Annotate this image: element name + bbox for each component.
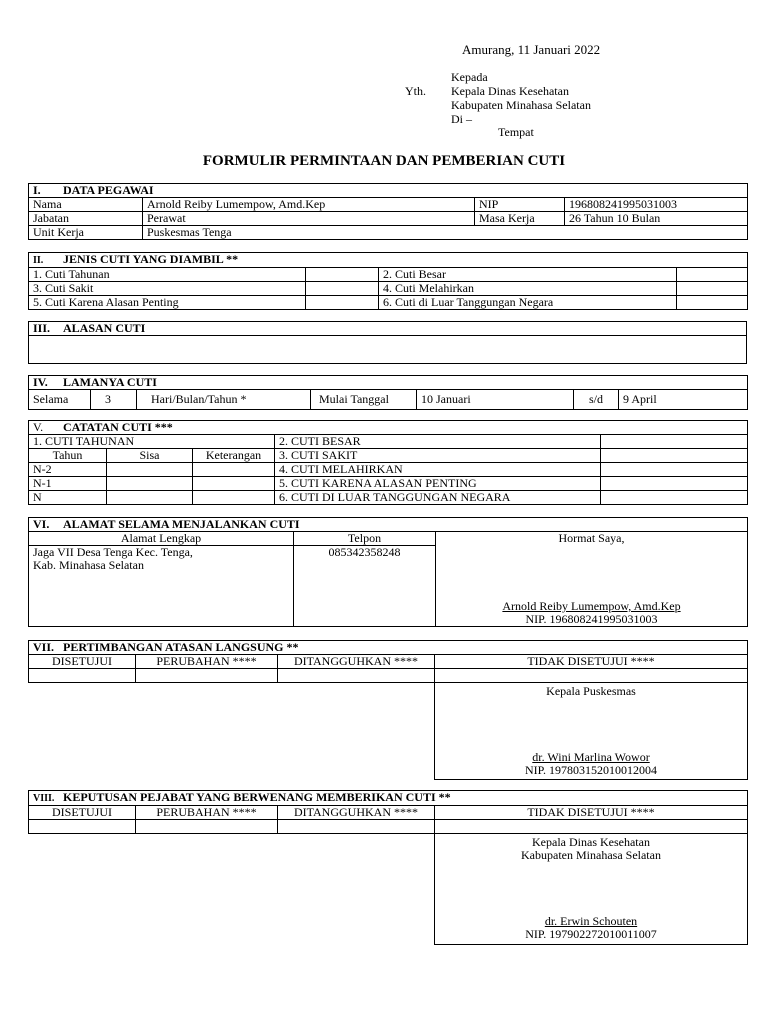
cuti-luar-tanggungan-check[interactable] <box>677 296 748 310</box>
catatan-melahirkan-label: 4. CUTI MELAHIRKAN <box>275 463 601 477</box>
nama-label: Nama <box>29 198 143 212</box>
section-jenis-cuti <box>28 252 748 310</box>
selama-value[interactable]: 3 <box>91 390 137 410</box>
col-alamat-lengkap: Alamat Lengkap <box>29 532 294 546</box>
s7-ditangguhkan-value[interactable] <box>278 669 435 683</box>
s8-col-perubahan: PERUBAHAN **** <box>136 806 278 820</box>
cuti-alasan-penting-label: 5. Cuti Karena Alasan Penting <box>29 296 306 310</box>
atasan-signature-block <box>435 683 748 780</box>
mulai-tanggal-value[interactable]: 10 Januari <box>417 390 574 410</box>
place-date: Amurang, 11 Januari 2022 <box>462 42 601 57</box>
applicant-signature-block <box>436 532 748 627</box>
section-5-header: V. CATATAN CUTI *** <box>29 421 748 435</box>
year-n: N <box>29 491 107 505</box>
catatan-alasan-penting-label: 5. CUTI KARENA ALASAN PENTING <box>275 477 601 491</box>
nama-value[interactable]: Arnold Reiby Lumempow, Amd.Kep <box>143 198 475 212</box>
atasan-nip: NIP. 197803152010012004 <box>524 763 657 777</box>
col-telpon: Telpon <box>294 532 436 546</box>
yth-label: Yth. <box>405 84 426 98</box>
section-8-header: VIII. KEPUTUSAN PEJABAT YANG BERWENANG MEMBERIKAN CUTI ** <box>29 791 748 806</box>
alamat-line2: Kab. Minahasa Selatan <box>33 558 144 572</box>
pejabat-nip: NIP. 197902272010011007 <box>525 927 657 941</box>
mulai-tanggal-label: Mulai Tanggal <box>311 390 417 410</box>
hormat-saya: Hormat Saya, <box>558 531 625 545</box>
jabatan-value[interactable]: Perawat <box>143 212 475 226</box>
section-6-header: VI. ALAMAT SELAMA MENJALANKAN CUTI <box>29 518 748 532</box>
s8-perubahan-value[interactable] <box>136 820 278 834</box>
section-data-pegawai <box>28 183 748 240</box>
pejabat-signature-block <box>435 834 748 945</box>
masa-kerja-label: Masa Kerja <box>475 212 565 226</box>
section-4-header: IV. LAMANYA CUTI <box>29 376 748 390</box>
col-keterangan: Keterangan <box>193 449 275 463</box>
atasan-position: Kepala Puskesmas <box>546 684 636 698</box>
cuti-tahunan-label: 1. Cuti Tahunan <box>29 268 306 282</box>
unit-kerja-value[interactable]: Puskesmas Tenga <box>143 226 748 240</box>
catatan-tahunan-label: 1. CUTI TAHUNAN <box>29 435 275 449</box>
s8-ditangguhkan-value[interactable] <box>278 820 435 834</box>
applicant-nip: NIP. 196808241995031003 <box>525 612 658 626</box>
catatan-besar-label: 2. CUTI BESAR <box>275 435 601 449</box>
atasan-name: dr. Wini Marlina Wowor <box>532 750 650 764</box>
pejabat-name: dr. Erwin Schouten <box>544 914 638 928</box>
s8-col-tidak-disetujui: TIDAK DISETUJUI **** <box>435 806 748 820</box>
catatan-melahirkan-value[interactable] <box>601 463 748 477</box>
di-label: Di – <box>451 112 472 126</box>
nip-label: NIP <box>475 198 565 212</box>
ket-n1[interactable] <box>193 477 275 491</box>
applicant-name: Arnold Reiby Lumempow, Amd.Kep <box>502 599 681 613</box>
section-alamat <box>28 517 748 627</box>
recipient-line1: Kepala Dinas Kesehatan <box>451 84 569 98</box>
section-keputusan-pejabat <box>28 790 748 945</box>
jabatan-label: Jabatan <box>29 212 143 226</box>
s8-col-ditangguhkan: DITANGGUHKAN **** <box>278 806 435 820</box>
cuti-besar-label: 2. Cuti Besar <box>379 268 677 282</box>
col-tahun: Tahun <box>29 449 107 463</box>
cuti-besar-check[interactable] <box>677 268 748 282</box>
form-title: FORMULIR PERMINTAAN DAN PEMBERIAN CUTI <box>202 153 566 169</box>
year-n1: N-1 <box>29 477 107 491</box>
s7-col-perubahan: PERUBAHAN **** <box>136 655 278 669</box>
nip-value[interactable]: 196808241995031003 <box>565 198 748 212</box>
alamat-value[interactable] <box>29 546 294 627</box>
catatan-sakit-value[interactable] <box>601 449 748 463</box>
pejabat-position-line1: Kepala Dinas Kesehatan <box>532 835 650 849</box>
cuti-tahunan-check[interactable] <box>306 268 379 282</box>
sisa-n[interactable] <box>107 491 193 505</box>
tempat-label: Tempat <box>498 125 534 139</box>
telpon-value[interactable]: 085342358248 <box>294 546 436 627</box>
cuti-melahirkan-check[interactable] <box>677 282 748 296</box>
col-sisa: Sisa <box>107 449 193 463</box>
catatan-alasan-penting-value[interactable] <box>601 477 748 491</box>
section-7-header: VII. PERTIMBANGAN ATASAN LANGSUNG ** <box>29 641 748 655</box>
s7-tidak-disetujui-value[interactable] <box>435 669 748 683</box>
section-1-header: I. DATA PEGAWAI <box>29 184 748 198</box>
cuti-sakit-check[interactable] <box>306 282 379 296</box>
s7-disetujui-value[interactable] <box>29 669 136 683</box>
s8-disetujui-value[interactable] <box>29 820 136 834</box>
year-n2: N-2 <box>29 463 107 477</box>
section-lamanya-cuti <box>28 375 748 410</box>
section-2-header: II. JENIS CUTI YANG DIAMBIL ** <box>29 253 748 268</box>
pejabat-position-line2: Kabupaten Minahasa Selatan <box>521 848 661 862</box>
catatan-sakit-label: 3. CUTI SAKIT <box>275 449 601 463</box>
section-catatan-cuti <box>28 420 748 505</box>
masa-kerja-value[interactable]: 26 Tahun 10 Bulan <box>565 212 748 226</box>
recipient-line2: Kabupaten Minahasa Selatan <box>451 98 591 112</box>
sampai-tanggal-value[interactable]: 9 April <box>619 390 748 410</box>
s7-col-tidak-disetujui: TIDAK DISETUJUI **** <box>435 655 748 669</box>
cuti-sakit-label: 3. Cuti Sakit <box>29 282 306 296</box>
kepada-label: Kepada <box>451 70 488 84</box>
catatan-luar-tanggungan-label: 6. CUTI DI LUAR TANGGUNGAN NEGARA <box>275 491 601 505</box>
cuti-luar-tanggungan-label: 6. Cuti di Luar Tanggungan Negara <box>379 296 677 310</box>
ket-n[interactable] <box>193 491 275 505</box>
section-pertimbangan-atasan <box>28 640 748 780</box>
sisa-n1[interactable] <box>107 477 193 491</box>
unit-kerja-label: Unit Kerja <box>29 226 143 240</box>
ket-n2[interactable] <box>193 463 275 477</box>
catatan-besar-value[interactable] <box>601 435 748 449</box>
catatan-luar-tanggungan-value[interactable] <box>601 491 748 505</box>
alasan-cuti-field[interactable] <box>29 336 747 364</box>
duration-unit: Hari/Bulan/Tahun * <box>137 390 311 410</box>
s7-col-ditangguhkan: DITANGGUHKAN **** <box>278 655 435 669</box>
alamat-line1: Jaga VII Desa Tenga Kec. Tenga, <box>33 545 193 559</box>
sd-label: s/d <box>574 390 619 410</box>
s8-tidak-disetujui-value[interactable] <box>435 820 748 834</box>
section-alasan-cuti <box>28 321 747 364</box>
cuti-alasan-penting-check[interactable] <box>306 296 379 310</box>
cuti-melahirkan-label: 4. Cuti Melahirkan <box>379 282 677 296</box>
s7-perubahan-value[interactable] <box>136 669 278 683</box>
s7-col-disetujui: DISETUJUI <box>29 655 136 669</box>
selama-label: Selama <box>29 390 91 410</box>
sisa-n2[interactable] <box>107 463 193 477</box>
section-3-header: III. ALASAN CUTI <box>29 322 747 336</box>
s8-col-disetujui: DISETUJUI <box>29 806 136 820</box>
